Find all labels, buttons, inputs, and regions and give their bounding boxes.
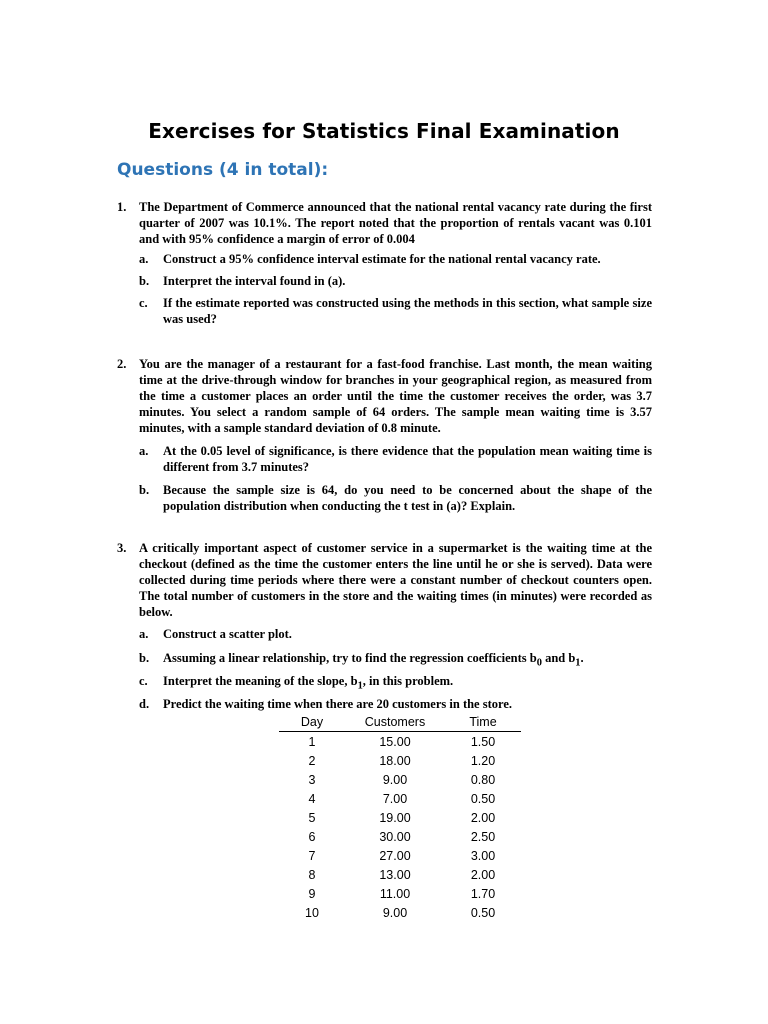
table-row xyxy=(279,770,521,789)
item-label: c. xyxy=(139,674,148,688)
table-row xyxy=(279,865,521,884)
item-label: a. xyxy=(139,627,149,641)
cell-time: 3.00 xyxy=(470,848,496,863)
cell-day: 9 xyxy=(308,886,316,901)
question-3 xyxy=(117,540,652,620)
item-text: Interpret the meaning of the slope, $b_1$, in this problem. xyxy=(163,674,454,692)
data-table xyxy=(279,712,521,922)
item-text: Because the sample size is 64, do you need to be concerned about the shape of the population distribution when conducting the t test in (a)? Explain. xyxy=(163,483,652,513)
question-1 xyxy=(117,199,652,247)
document-title: Exercises for Statistics Final Examination xyxy=(148,119,620,143)
item-text: Construct a 95% confidence interval estimate for the national rental vacancy rate. xyxy=(163,252,601,266)
cell-customers: 19.00 xyxy=(379,810,411,825)
item-label: d. xyxy=(139,697,150,711)
subscript-one: 1 xyxy=(357,680,363,692)
cell-customers: 13.00 xyxy=(379,867,411,882)
table-row xyxy=(279,732,521,752)
question-3-item-a xyxy=(139,626,652,642)
column-header-customers: Customers xyxy=(364,714,426,729)
item-label: a. xyxy=(139,444,149,458)
question-text: The Department of Commerce announced that the national rental vacancy rate during the first quarter of 2007 was 10.1%. The report noted that the proportion of rentals vacant was 0.101 and with 95% confidence a margin of error of 0.004 xyxy=(139,200,652,246)
cell-customers: 30.00 xyxy=(379,829,411,844)
item-text: At the 0.05 level of significance, is there evidence that the population mean waiting time is different from 3.7 minutes? xyxy=(163,444,652,474)
item-label: b. xyxy=(139,274,150,288)
subscript-zero: 0 xyxy=(536,657,542,669)
table-row xyxy=(279,751,521,770)
table-row xyxy=(279,846,521,865)
cell-customers: 9.00 xyxy=(382,905,408,920)
table-row xyxy=(279,903,521,922)
question-1-item-b xyxy=(139,273,652,289)
cell-customers: 27.00 xyxy=(379,848,411,863)
table-row xyxy=(279,827,521,846)
item-text: Predict the waiting time when there are 20 customers in the store. xyxy=(163,697,513,711)
column-header-time: Time xyxy=(469,714,497,729)
item-text: Assuming a linear relationship, try to find the regression coefficients $b_0$ and $b_1$. xyxy=(163,651,584,669)
cell-day: 6 xyxy=(308,829,316,844)
cell-day: 7 xyxy=(308,848,316,863)
table-row xyxy=(279,789,521,808)
cell-day: 1 xyxy=(308,734,316,749)
cell-customers: 18.00 xyxy=(379,753,411,768)
cell-customers: 9.00 xyxy=(382,772,408,787)
item-label: c. xyxy=(139,296,148,310)
cell-day: 8 xyxy=(308,867,316,882)
item-text: Construct a scatter plot. xyxy=(163,627,292,641)
item-label: b. xyxy=(139,651,150,665)
question-number: 1. xyxy=(117,200,127,214)
question-1-item-a xyxy=(139,251,652,267)
cell-time: 1.70 xyxy=(470,886,496,901)
question-1-item-c xyxy=(139,295,652,327)
section-heading: Questions (4 in total): xyxy=(117,160,329,180)
item-text: Interpret the interval found in (a). xyxy=(163,274,346,288)
subscript-one: 1 xyxy=(575,657,581,669)
cell-day: 10 xyxy=(305,905,319,920)
question-3-item-c xyxy=(139,673,652,695)
column-header-day: Day xyxy=(300,714,324,729)
cell-time: 0.50 xyxy=(470,791,496,806)
cell-customers: 15.00 xyxy=(379,734,411,749)
cell-time: 2.50 xyxy=(470,829,496,844)
cell-time: 0.80 xyxy=(470,772,496,787)
question-2 xyxy=(117,356,652,436)
table-header-row xyxy=(279,712,521,732)
cell-day: 3 xyxy=(308,772,316,787)
cell-time: 2.00 xyxy=(470,867,496,882)
question-number: 2. xyxy=(117,357,127,371)
question-3-item-d xyxy=(139,696,652,712)
cell-time: 1.20 xyxy=(470,753,496,768)
question-number: 3. xyxy=(117,541,127,555)
cell-time: 0.50 xyxy=(470,905,496,920)
item-text: If the estimate reported was constructed using the methods in this section, what sample size was used? xyxy=(163,296,652,326)
question-text: A critically important aspect of customer service in a supermarket is the waiting time at the checkout (defined as the time the customer enters the line until he or she is served). Data were collected during time periods where there were a constant number of checkout counters open. The total number of customers in the store and the waiting times (in minutes) were recorded as below. xyxy=(139,541,652,619)
table-row xyxy=(279,808,521,827)
table-row xyxy=(279,884,521,903)
question-2-item-a xyxy=(139,443,652,475)
cell-day: 5 xyxy=(308,810,316,825)
item-label: b. xyxy=(139,483,150,497)
item-label: a. xyxy=(139,252,149,266)
cell-day: 2 xyxy=(308,753,316,768)
cell-day: 4 xyxy=(308,791,316,806)
question-3-item-b xyxy=(139,650,652,672)
question-2-item-b xyxy=(139,482,652,514)
cell-customers: 11.00 xyxy=(379,886,411,901)
question-text: You are the manager of a restaurant for a fast-food franchise. Last month, the mean waiting time at the drive-through window for branches in your geographical region, as measured from the time a customer places an order until the time the customer receives the order, was 3.7 minutes. You select a random sample of 64 orders. The sample mean waiting time is 3.57 minutes, with a sample standard deviation of 0.8 minute. xyxy=(139,357,652,435)
cell-customers: 7.00 xyxy=(382,791,408,806)
cell-time: 2.00 xyxy=(470,810,496,825)
cell-time: 1.50 xyxy=(470,734,496,749)
